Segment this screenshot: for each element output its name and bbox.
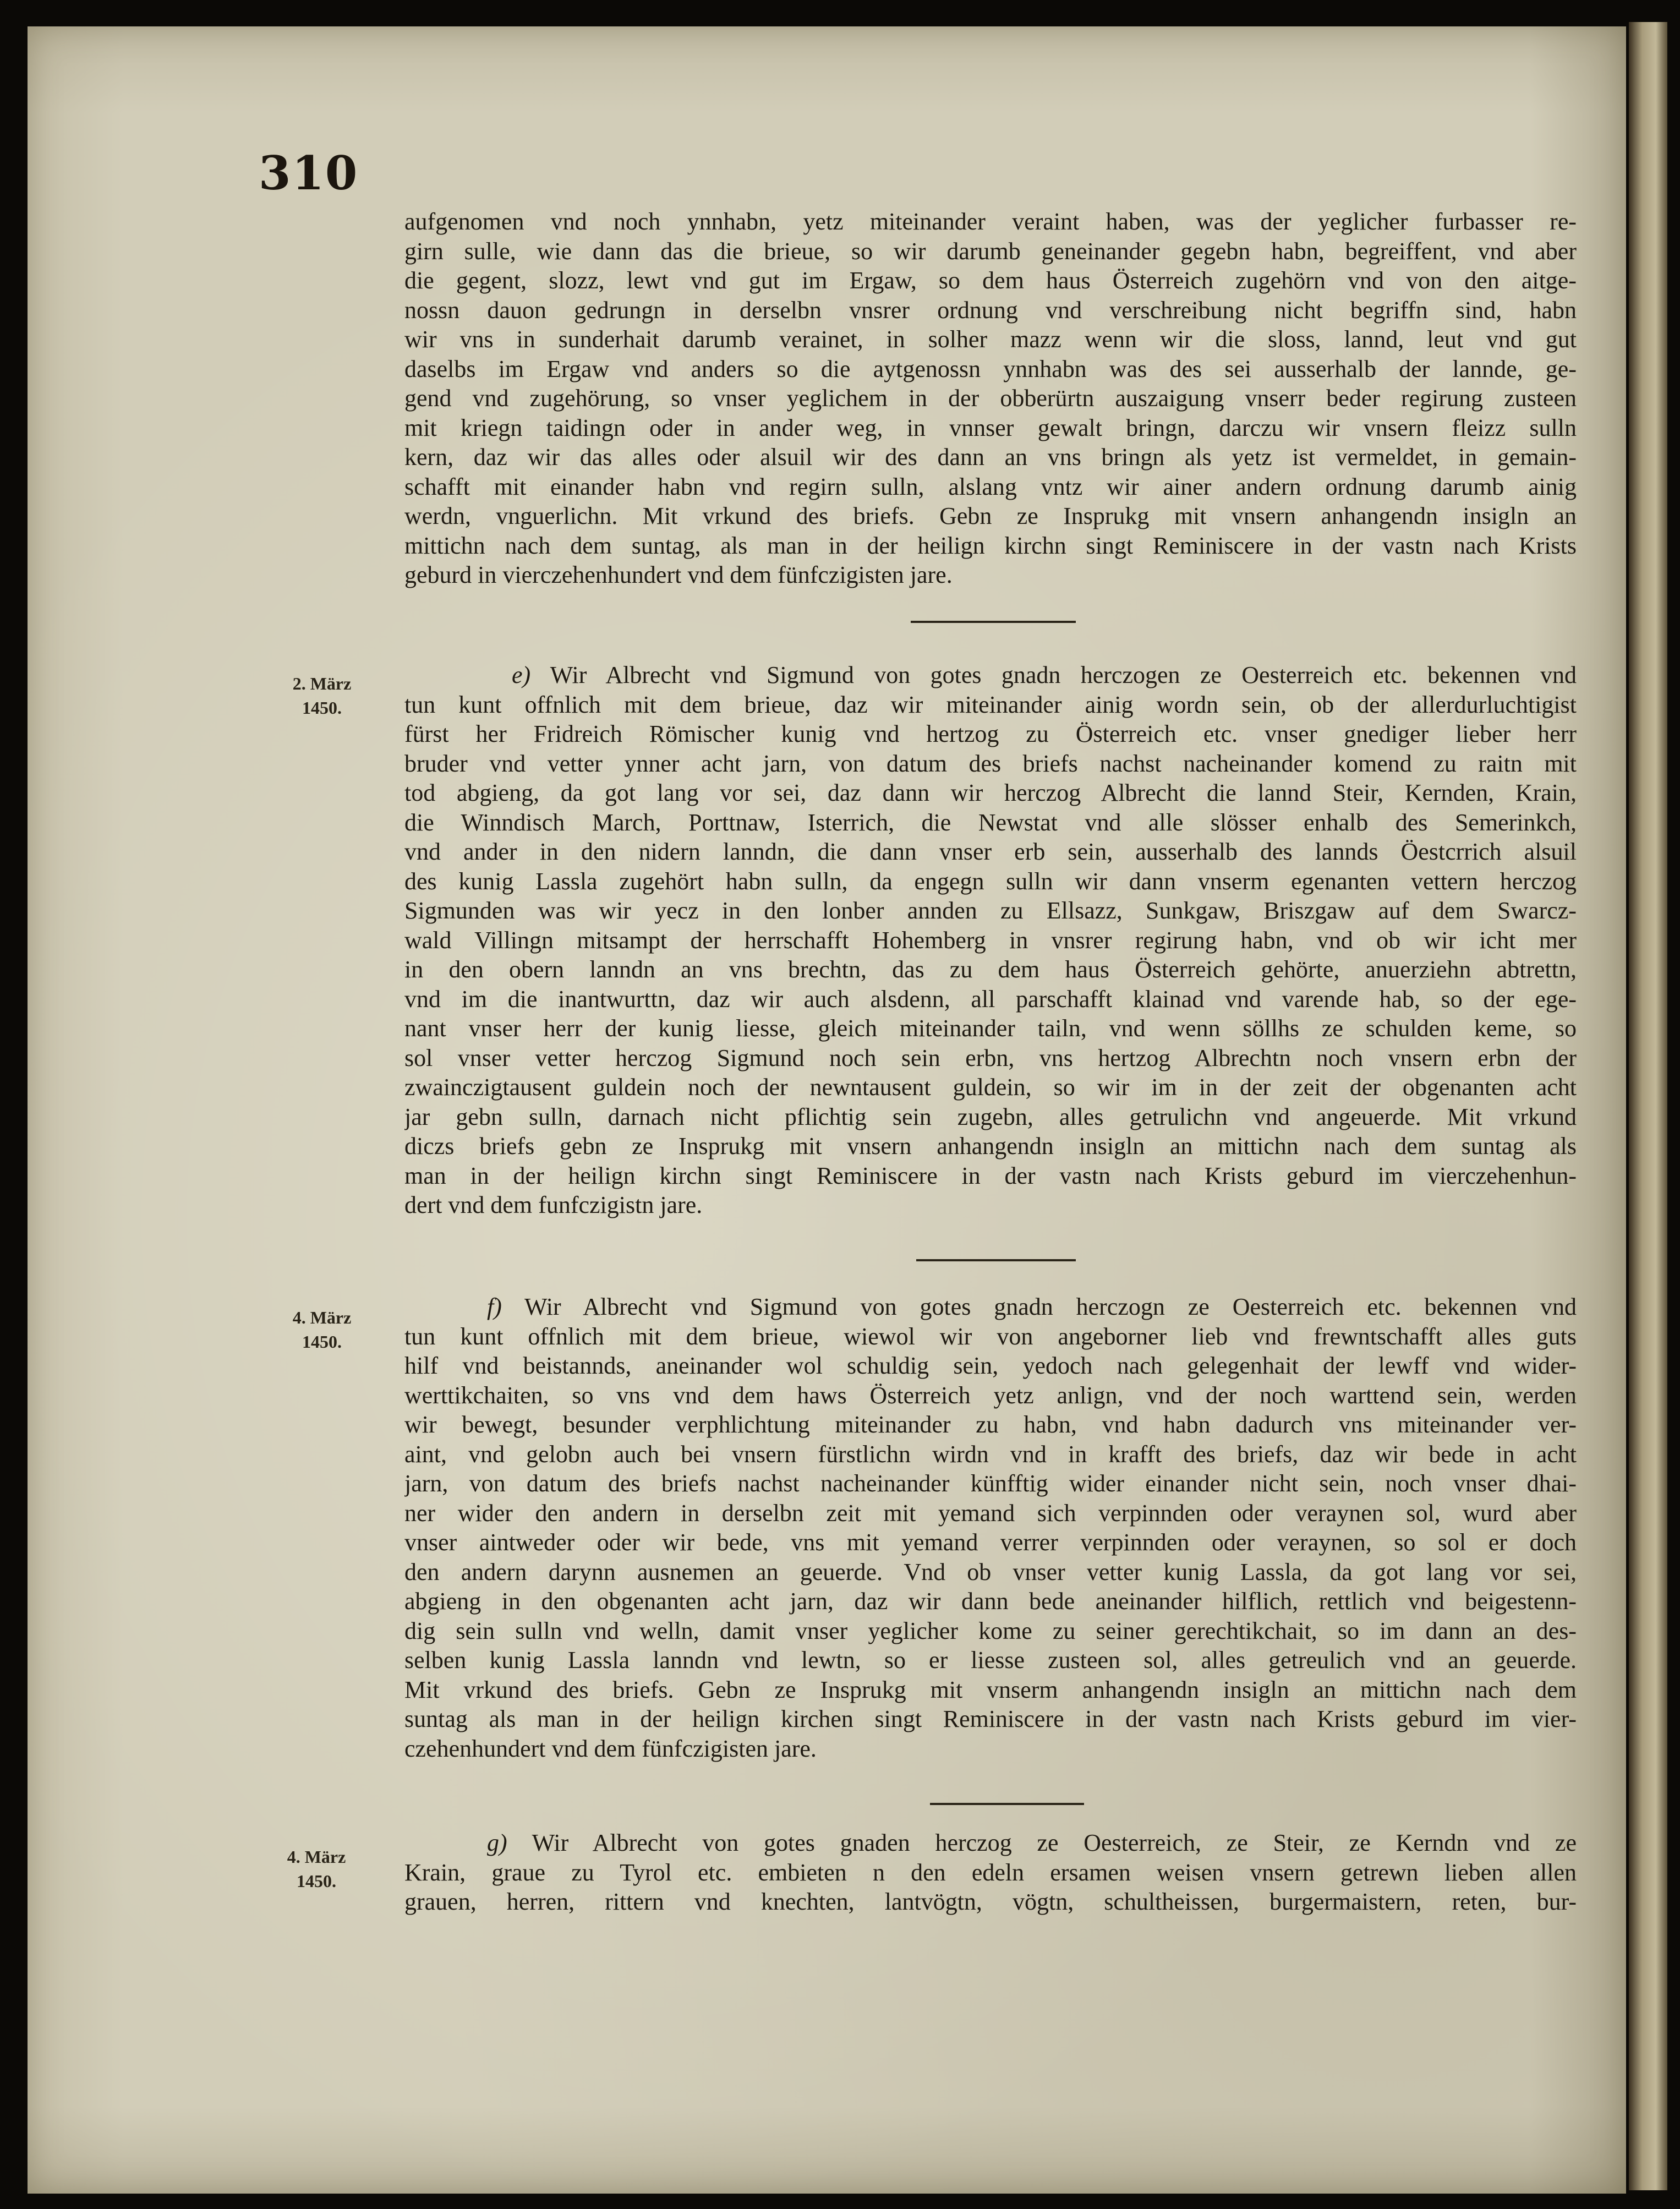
section-divider [930,1803,1084,1805]
page-number: 310 [259,146,359,200]
margin-date-day: 2. März [292,674,352,693]
text-line-content: Wir Albrecht von gotes gnaden herczog ze Oesterreich, ze Steir, ze Kerndn vnd ze [532,1829,1577,1856]
text-line: wir vns in sunderhait darumb verainet, in solher mazz wenn wir die sloss, lannd, leut vnd gut [404,326,1577,353]
text-line: in den obern lanndn an vns brechtn, das zu dem haus Österreich gehörte, anuerziehn abtrettn, [404,956,1577,983]
text-line: gend vnd zugehörung, so vnser yeglichem in der obberürtn auszaigung vnserr beder regirung zusteen [404,385,1577,412]
text-line: Sigmunden was wir yecz in den lonber annden zu Ellsazz, Sunkgaw, Briszgaw auf dem Swarcz- [404,897,1577,924]
text-line-content: Wir Albrecht vnd Sigmund von gotes gnadn herczogn ze Oesterreich etc. bekennen vnd [524,1293,1577,1320]
text-line: des kunig Lassla zugehört habn sulln, da engegn sulln wir dann vnserm egenanten vettern herczog [404,867,1577,895]
text-line: tun kunt offnlich mit dem brieue, wiewol wir von angeborner lieb vnd frewntschafft alles guts [404,1322,1577,1350]
text-line: kern, daz wir das alles oder alsuil wir des dann an vns bringn als yetz ist vermeldet, in gemain- [404,444,1577,471]
text-line: aint, vnd gelobn auch bei vnsern fürstlichn wirdn vnd in krafft des briefs, daz wir bede in acht [404,1440,1577,1468]
text-line: suntag als man in der heilign kirchen singt Reminiscere in der vastn nach Krists geburd im vier- [404,1705,1577,1732]
text-line: dig sein sulln vnd welln, damit vnser yeglicher kome zu seiner gerechtikchait, so im dann an des- [404,1617,1577,1644]
margin-date-g [261,1845,371,1893]
entry-label: f) [487,1293,502,1320]
text-line: die Winndisch March, Porttnaw, Isterrich, die Newstat vnd alle slösser enhalb des Semerinkch, [404,808,1577,836]
section-divider [911,621,1076,623]
text-line: nant vnser herr der kunig liesse, gleich miteinander tailn, vnd wenn söllhs ze schulden keme, so [404,1015,1577,1042]
text-line-content: Wir Albrecht vnd Sigmund von gotes gnadn herczogen ze Oesterreich etc. bekennen vnd [550,661,1577,688]
text-line: abgieng in den obgenanten acht jarn, daz wir dann bede aneinander hilflich, rettlich vnd beigestenn- [404,1588,1577,1615]
text-line: den andern darynn ausnemen an geuerde. Vnd ob vnser vetter kunig Lassla, da got lang vor sei, [404,1558,1577,1585]
text-line: jar gebn sulln, darnach nicht pflichtig sein zugebn, alles getrulichn vnd angeuerde. Mit vrkund [404,1103,1577,1130]
text-line: werttikchaiten, so vns vnd dem haws Österreich yetz anlign, vnd der noch warttend sein, werden [404,1381,1577,1409]
entry-label: e) [512,661,531,688]
text-line: ner wider den andern in derselbn zeit mit yemand sich verpinnden oder veraynen sol, wurd aber [404,1499,1577,1527]
text-line: fürst her Fridreich Römischer kunig vnd hertzog zu Österreich etc. vnser gnediger lieber herr [404,720,1577,747]
text-line: die gegent, slozz, lewt vnd gut im Ergaw, so dem haus Österreich zugehörn vnd von den aitge- [404,267,1577,294]
margin-date-e [267,671,377,720]
text-line: grauen, herren, rittern vnd knechten, lantvögtn, vögtn, schultheissen, burgermaistern, reten, bur- [404,1888,1577,1915]
text-line: aufgenomen vnd noch ynnhabn, yetz miteinander veraint haben, was der yeglicher furbasser re- [404,208,1577,235]
text-line: sol vnser vetter herczog Sigmund noch sein erbn, vns hertzog Albrechtn noch vnsern erbn der [404,1044,1577,1071]
margin-date-f [267,1305,377,1354]
margin-date-day: 4. März [287,1847,346,1867]
text-line: jarn, von datum des briefs nachst nacheinander künfftig wider einander nicht sein, noch vnser dhai- [404,1470,1577,1497]
text-line: schafft mit einander habn vnd regirn sulln, alslang vntz wir ainer andern ordnung darumb ainig [404,473,1577,500]
adjacent-page-edge [1629,22,1667,2190]
text-line [404,660,1577,690]
text-line: hilf vnd beistannds, aneinander wol schuldig sein, yedoch nach gelegenhait der lewff vnd wider- [404,1352,1577,1379]
text-line [404,1828,1577,1858]
text-line: mit kriegn taidingn oder in ander weg, in vnnser gewalt bringn, darczu wir vnsern fleizz sulln [404,414,1577,441]
text-line: man in der heilign kirchn singt Reminiscere in der vastn nach Krists geburd im vierczehenhun- [404,1162,1577,1189]
text-line: czehenhundert vnd dem fünfczigisten jare. [404,1735,817,1762]
paragraph-entry-e [404,660,1577,1220]
text-line: vnd ander in den nidern lanndn, die dann vnser erb sein, ausserhalb des lannds Öestcrrich alsuil [404,838,1577,865]
margin-date-year: 1450. [297,1871,336,1891]
text-line: nossn dauon gedrungn in derselbn vnsrer ordnung vnd verschreibung nicht begriffn sind, habn [404,296,1577,324]
paragraph-continuation [404,207,1577,590]
paragraph-entry-f [404,1292,1577,1763]
text-line: geburd in vierczehenhundert vnd dem fünfczigisten jare. [404,561,953,588]
text-line [404,1292,1577,1322]
margin-date-day: 4. März [292,1308,352,1327]
text-line: wir bewegt, besunder verphlichtung miteinander zu habn, vnd habn dadurch vns miteinander ver- [404,1411,1577,1438]
text-line: tod abgieng, da got lang vor sei, daz dann wir herczog Albrecht die lannd Steir, Kernden, Krain, [404,779,1577,806]
entry-label: g) [487,1829,507,1856]
text-line: wald Villingn mitsampt der herrschafft Hohemberg in vnsrer regirung habn, vnd ob wir icht mer [404,926,1577,954]
text-line: vnd im die inantwurttn, daz wir auch alsdenn, all parschafft klainad vnd varende hab, so der ege- [404,985,1577,1013]
text-line: Mit vrkund des briefs. Gebn ze Insprukg mit vnserm anhangendn insigln an mittichn nach dem [404,1676,1577,1703]
section-divider [916,1259,1076,1261]
text-line: bruder vnd vetter ynner acht jarn, von datum des briefs nachst nacheinander komend zu raitn mit [404,750,1577,777]
text-line: vnser aintweder oder wir bede, vns mit yemand verrer verpinnden oder veraynen, so sol er doch [404,1529,1577,1556]
text-line: dert vnd dem funfczigistn jare. [404,1191,703,1218]
text-line: Krain, graue zu Tyrol etc. embieten n den edeln ersamen weisen vnsern getrewn lieben allen [404,1858,1577,1886]
margin-date-year: 1450. [302,1332,342,1352]
text-line: zwainczigtausent guldein noch der newntausent guldein, so wir im in der zeit der obgenanten acht [404,1074,1577,1101]
text-line: mittichn nach dem suntag, als man in der heilign kirchn singt Reminiscere in der vastn nach Krists [404,532,1577,559]
paragraph-entry-g [404,1828,1577,1917]
text-line: werdn, vnguerlichn. Mit vrkund des briefs. Gebn ze Insprukg mit vnsern anhangendn insigln an [404,502,1577,529]
text-line: girn sulle, wie dann das die brieue, so wir darumb geneinander gegebn habn, begreiffent, vnd aber [404,237,1577,265]
text-line: daselbs im Ergaw vnd anders so die aytgenossn ynnhabn was des sei ausserhalb der lannde, ge- [404,355,1577,382]
text-line: tun kunt offnlich mit dem brieue, daz wir miteinander ainig wordn sein, ob der allerdurluchtigist [404,691,1577,718]
text-line: selben kunig Lassla lanndn vnd lewtn, so er liesse zusteen sol, alles getreulich vnd an geuerde. [404,1647,1577,1674]
text-line: diczs briefs gebn ze Insprukg mit vnsern anhangendn insigln an mittichn nach dem suntag als [404,1133,1577,1160]
margin-date-year: 1450. [302,698,342,718]
